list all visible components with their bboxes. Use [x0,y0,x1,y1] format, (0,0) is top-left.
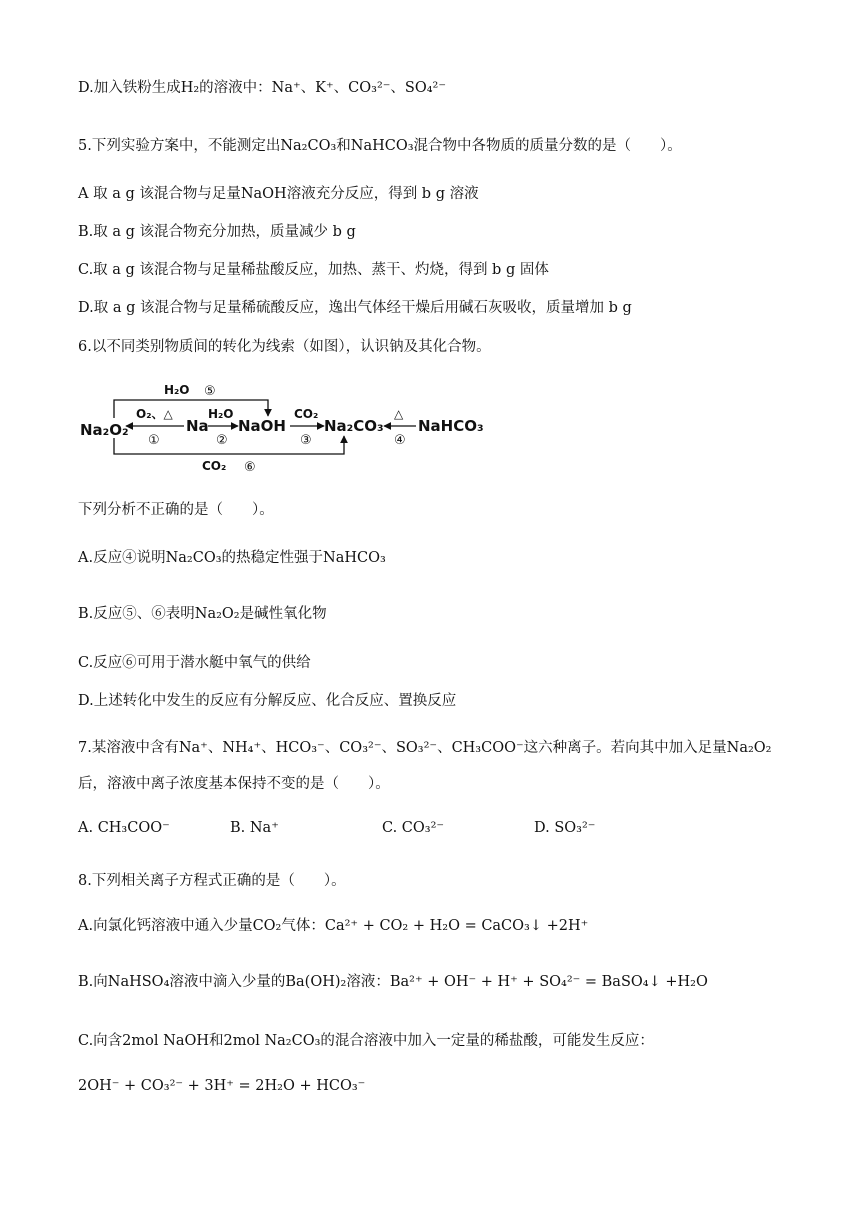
species-nahco3: NaHCO₃ [418,417,484,435]
q8-option-c-equation: 2OH⁻ + CO₃²⁻ + 3H⁺ = 2H₂O + HCO₃⁻ [78,1078,366,1094]
q6-option-b: B.反应⑤、⑥表明Na₂O₂是碱性氧化物 [78,606,327,622]
q8-option-b: B.向NaHSO₄溶液中滴入少量的Ba(OH)₂溶液：Ba²⁺ + OH⁻ + H⁺ + SO₄²⁻ = BaSO₄↓ +H₂O [78,974,708,990]
q5-option-c: C.取 a g 该混合物与足量稀盐酸反应，加热、蒸干、灼烧，得到 b g 固体 [78,262,549,278]
q6-option-d: D.上述转化中发生的反应有分解反应、化合反应、置换反应 [78,693,457,709]
number-r5: ⑤ [204,384,216,399]
question-8: 8.下列相关离子方程式正确的是（ ）。 [78,873,346,889]
sodium-conversion-diagram [78,378,498,476]
number-r2: ② [216,433,228,448]
number-r1: ① [148,433,160,448]
number-r4: ④ [394,433,406,448]
question-7: 7.某溶液中含有Na⁺、NH₄⁺、HCO₃⁻、CO₃²⁻、SO₃²⁻、CH₃COO⁻这六种离子。若向其中加入足量Na₂O₂ [78,740,772,756]
question-7-cont: 后，溶液中离子浓度基本保持不变的是（ ）。 [78,776,390,792]
q5-option-b: B.取 a g 该混合物充分加热，质量减少 b g [78,224,356,240]
q6-stem: 下列分析不正确的是（ ）。 [78,502,274,518]
condition-r5: H₂O [164,383,190,397]
species-na: Na [186,417,209,435]
condition-r2: H₂O [208,407,234,421]
q4-option-d: D.加入铁粉生成H₂的溶液中：Na⁺、K⁺、CO₃²⁻、SO₄²⁻ [78,80,447,96]
q7-option-c: C. CO₃²⁻ [382,820,445,836]
condition-r1: O₂、△ [136,407,173,421]
question-6: 6.以不同类别物质间的转化为线索（如图），认识钠及其化合物。 [78,339,491,355]
condition-r3: CO₂ [294,407,319,421]
species-na2co3: Na₂CO₃ [324,417,384,435]
question-5: 5.下列实验方案中，不能测定出Na₂CO₃和NaHCO₃混合物中各物质的质量分数的是（ ）。 [78,138,682,154]
species-na2o2: Na₂O₂ [80,421,129,439]
condition-r6: CO₂ [202,459,227,473]
q5-option-d: D.取 a g 该混合物与足量稀硫酸反应，逸出气体经干燥后用碱石灰吸收，质量增加 b g [78,300,632,316]
q8-option-c: C.向含2mol NaOH和2mol Na₂CO₃的混合溶液中加入一定量的稀盐酸，可能发生反应： [78,1033,654,1049]
q7-option-d: D. SO₃²⁻ [534,820,596,836]
q7-option-b: B. Na⁺ [230,820,279,836]
condition-r4: △ [394,407,404,421]
q7-option-a: A. CH₃COO⁻ [78,820,170,836]
q6-option-a: A.反应④说明Na₂CO₃的热稳定性强于NaHCO₃ [78,550,386,566]
q8-option-a: A.向氯化钙溶液中通入少量CO₂气体：Ca²⁺ + CO₂ + H₂O = CaCO₃↓ +2H⁺ [78,918,589,934]
number-r3: ③ [300,433,312,448]
q7-options [78,820,778,842]
species-naoh: NaOH [238,417,286,435]
q6-option-c: C.反应⑥可用于潜水艇中氧气的供给 [78,655,311,671]
number-r6: ⑥ [244,460,256,475]
q5-option-a: A 取 a g 该混合物与足量NaOH溶液充分反应，得到 b g 溶液 [78,186,479,202]
